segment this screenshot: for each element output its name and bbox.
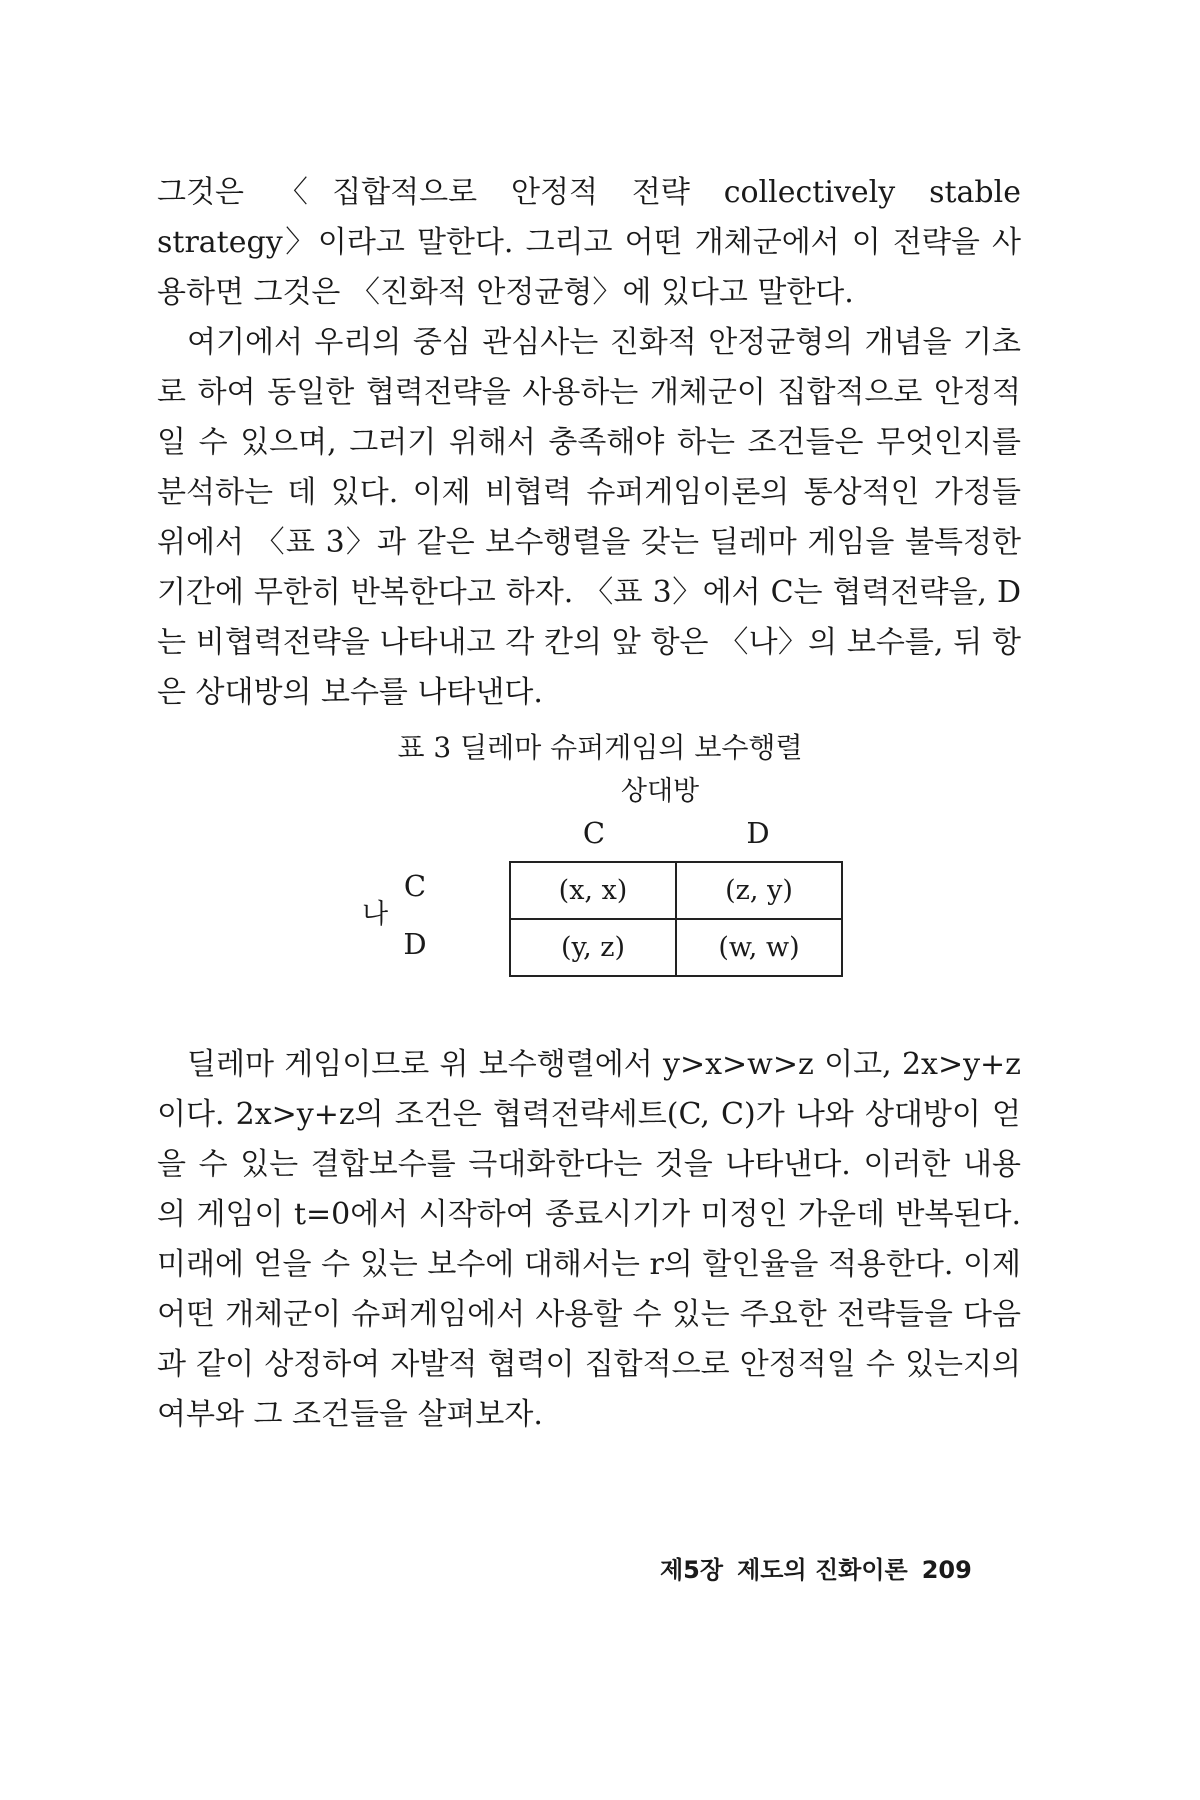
column-header-d: D — [746, 816, 770, 850]
player-label: 나 — [361, 899, 389, 930]
chapter-label: 제5장 — [660, 1556, 724, 1584]
page-number: 209 — [921, 1556, 972, 1584]
table-cell: (w, w) — [676, 919, 842, 976]
table-cell: (y, z) — [510, 919, 676, 976]
table-caption: 표 3 딜레마 슈퍼게임의 보수행렬 — [397, 731, 803, 764]
table-cell: (x, x) — [510, 862, 676, 919]
table-cell: (z, y) — [676, 862, 842, 919]
opponent-label: 상대방 — [620, 776, 700, 807]
payoff-matrix — [509, 861, 843, 977]
row-header-c: C — [403, 869, 427, 903]
row-header-d: D — [403, 927, 427, 961]
chapter-title: 제도의 진화이론 — [737, 1556, 908, 1584]
column-header-c: C — [582, 816, 606, 850]
table-row — [510, 862, 842, 919]
page-footer — [660, 1553, 1000, 1587]
paragraph: 그것은 〈집합적으로 안정적 전략 collectively stable strategy〉이라고 말한다. 그리고 어떤 개체군에서 이 전략을 사용하면 그것은 〈진화적 안정균형〉에 있다고 말한다. — [157, 175, 1021, 310]
table-row — [510, 919, 842, 976]
paragraph: 여기에서 우리의 중심 관심사는 진화적 안정균형의 개념을 기초로 하여 동일한 협력전략을 사용하는 개체군이 집합적으로 안정적일 수 있으며, 그러기 위해서 충족해야 하는 조건들은 무엇인지를 분석하는 데 있다. 이제 비협력 슈퍼게임이론의 통상적인 가정들 위에서 〈표 3〉과 같은 보수행렬을 갖는 딜레마 게임을 불특정한 기간에 무한히 반복한다고 하자. 〈표 3〉에서 C는 협력전략을, D는 비협력전략을 나타내고 각 칸의 앞 항은 〈나〉의 보수를, 뒤 항은 상대방의 보수를 나타낸다. — [157, 325, 1021, 710]
paragraph: 딜레마 게임이므로 위 보수행렬에서 y>x>w>z 이고, 2x>y+z 이다. 2x>y+z의 조건은 협력전략세트(C, C)가 나와 상대방이 얻을 수 있는 결합보수를 극대화한다는 것을 나타낸다. 이러한 내용의 게임이 t=0에서 시작하여 종료시기가 미정인 가운데 반복된다. 미래에 얻을 수 있는 보수에 대해서는 r의 할인율을 적용한다. 이제 어떤 개체군이 슈퍼게임에서 사용할 수 있는 주요한 전략들을 다음과 같이 상정하여 자발적 협력이 집합적으로 안정적일 수 있는지의 여부와 그 조건들을 살펴보자. — [157, 1047, 1021, 1432]
